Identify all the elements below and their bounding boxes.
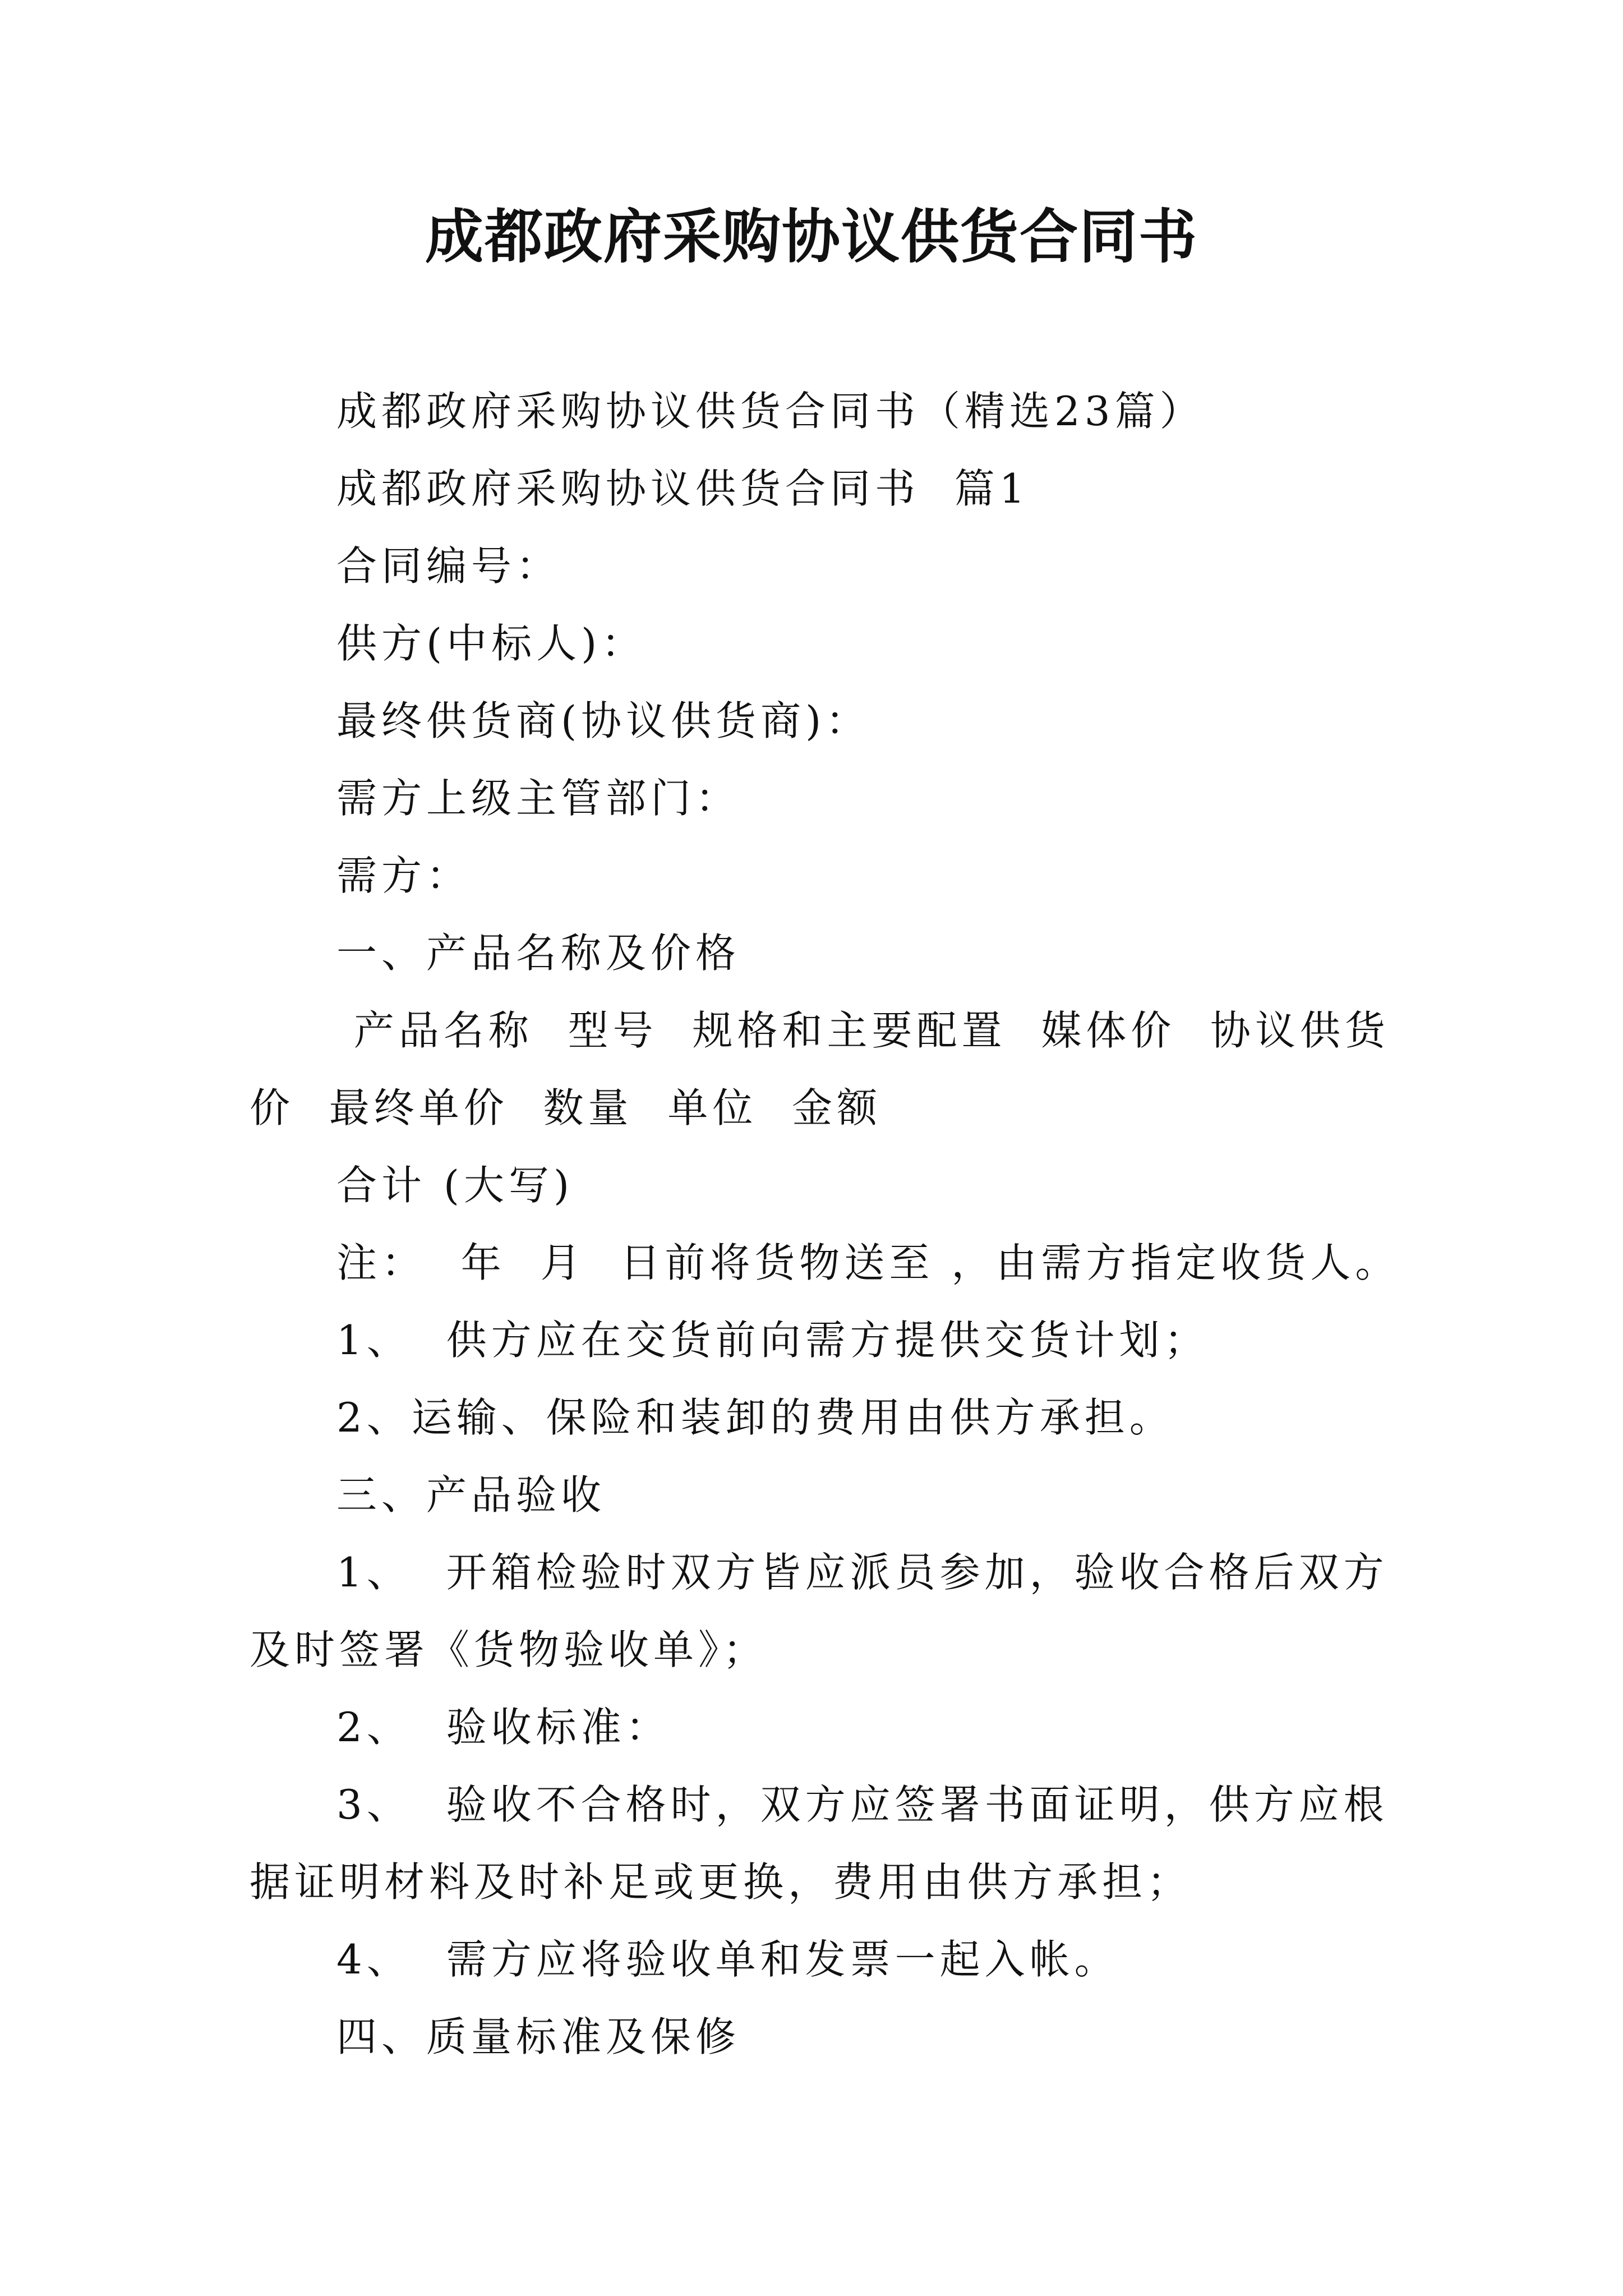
paragraph-acceptance-3: 3、 验收不合格时，双方应签署书面证明，供方应根据证明材料及时补足或更换，费用由供方承担； [250, 1781, 1389, 1906]
paragraph-delivery-plan: 1、 供方应在交货前向需方提供交货计划； [336, 1317, 1209, 1364]
paragraph-contract-number: 合同编号： [336, 542, 561, 590]
paragraph-acceptance-1: 1、 开箱检验时双方皆应派员参加，验收合格后双方及时签署《货物验收单》； [250, 1549, 1389, 1673]
paragraph-acceptance-2: 2、 验收标准： [336, 1704, 671, 1751]
paragraph-section-heading: 成都政府采购协议供货合同书 篇1 [336, 465, 1030, 512]
paragraph-acceptance-4: 4、 需方应将验收单和发票一起入帐。 [336, 1936, 1119, 1983]
paragraph-heading-product: 一、产品名称及价格 [336, 930, 741, 977]
paragraph-heading-acceptance: 三、产品验收 [336, 1471, 606, 1519]
paragraph-total: 合计 (大写) [336, 1162, 574, 1209]
paragraph-final-supplier: 最终供货商(协议供货商)： [336, 697, 871, 744]
paragraph-transport-cost: 2、运输、保险和装卸的费用由供方承担。 [336, 1394, 1174, 1441]
paragraph-buyer: 需方： [336, 852, 472, 899]
paragraph-buyer-authority: 需方上级主管部门： [336, 775, 741, 822]
paragraph-supplier: 供方(中标人)： [336, 620, 647, 667]
paragraph-subtitle: 成都政府采购协议供货合同书（精选23篇） [336, 388, 1205, 435]
paragraph-product-columns: 产品名称 型号 规格和主要配置 媒体价 协议供货价 最终单价 数量 单位 金额 [250, 1007, 1390, 1131]
document-body [250, 372, 1400, 2076]
paragraph-note: 注： 年 月 日前将货物送至 ，由需方指定收货人。 [336, 1239, 1400, 1286]
document-title: 成都政府采购协议供货合同书 [425, 202, 1198, 271]
paragraph-heading-quality: 四、质量标准及保修 [336, 2013, 741, 2060]
